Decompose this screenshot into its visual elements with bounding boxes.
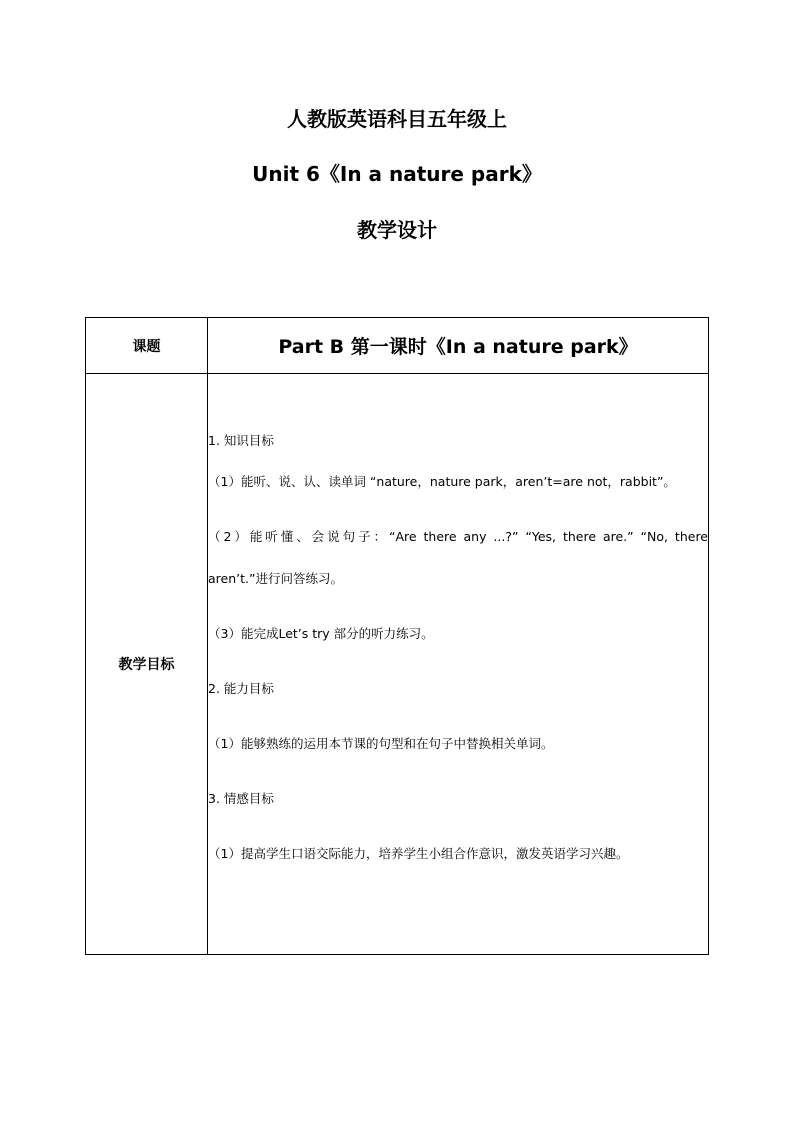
lesson-plan-table <box>85 317 709 955</box>
topic-label-cell: 课题 <box>86 318 208 374</box>
knowledge-goal-item-1: （1）能听、说、认、读单词 “nature，nature park，aren’t=are not，rabbit”。 <box>208 474 676 489</box>
unit-title: Unit 6《In a nature park》 <box>252 162 542 186</box>
ability-goal-item-1: （1）能够熟练的运用本节课的句型和在句子中替换相关单词。 <box>208 736 554 751</box>
knowledge-goal-item-3: （3）能完成Let’s try 部分的听力练习。 <box>208 626 434 641</box>
goals-label-cell: 教学目标 <box>86 374 208 955</box>
ability-goal-heading: 2. 能力目标 <box>208 681 274 696</box>
emotion-goal-item-1: （1）提高学生口语交际能力，培养学生小组合作意识，激发英语学习兴趣。 <box>208 846 629 861</box>
table-row <box>86 318 709 374</box>
goals-content-cell <box>208 374 709 955</box>
document-title: 人教版英语科目五年级上 <box>287 107 507 131</box>
topic-value-cell: Part B 第一课时《In a nature park》 <box>208 318 709 374</box>
emotion-goal-heading: 3. 情感目标 <box>208 791 274 806</box>
document-subtitle: 教学设计 <box>357 218 437 242</box>
table-row <box>86 374 709 955</box>
knowledge-goal-heading: 1. 知识目标 <box>208 433 274 448</box>
knowledge-goal-item-2: （2）能听懂、会说句子：“Are there any ...?” “Yes, there are.” “No, there aren’t.”进行问答练习。 <box>208 529 708 586</box>
